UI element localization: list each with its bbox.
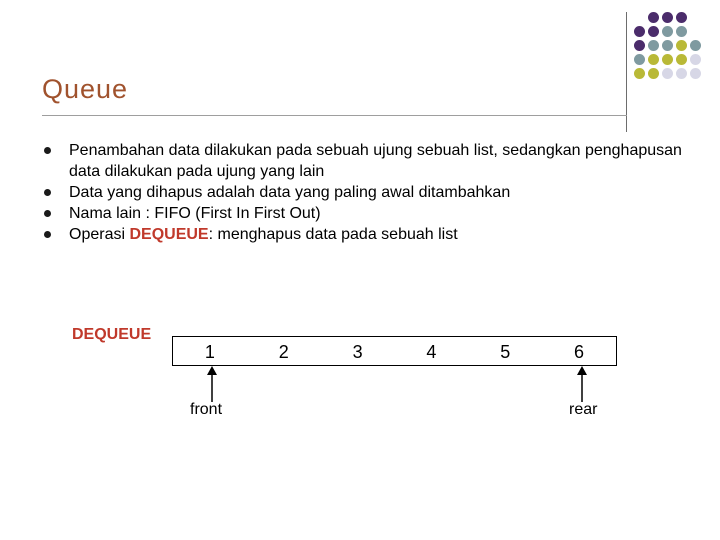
decorative-dot xyxy=(648,68,659,79)
decorative-dot xyxy=(690,68,701,79)
decorative-dot xyxy=(676,40,687,51)
decorative-dot xyxy=(662,68,673,79)
queue-cell: 6 xyxy=(574,342,585,362)
bullet-item: Operasi DEQUEUE: menghapus data pada sebuah list xyxy=(44,224,694,245)
queue-box xyxy=(172,336,617,366)
decorative-dot xyxy=(634,26,645,37)
decorative-dot xyxy=(662,12,673,23)
decorative-dot xyxy=(662,40,673,51)
decorative-dot xyxy=(634,68,645,79)
decorative-dot xyxy=(676,68,687,79)
rear-arrow-icon xyxy=(576,366,588,402)
rear-label: rear xyxy=(569,401,598,418)
slide-title: Queue xyxy=(42,74,129,104)
bullet-item: Nama lain : FIFO (First In First Out) xyxy=(44,203,694,224)
vertical-rule xyxy=(626,12,627,132)
decorative-dot xyxy=(648,40,659,51)
decorative-dot xyxy=(648,12,659,23)
bullet-item: Data yang dihapus adalah data yang paling awal ditambahkan xyxy=(44,182,694,203)
queue-cell: 3 xyxy=(352,342,363,362)
decorative-dot xyxy=(676,54,687,65)
decorative-dot xyxy=(676,12,687,23)
decorative-dot xyxy=(634,54,645,65)
front-label: front xyxy=(190,401,223,418)
decorative-dot xyxy=(690,54,701,65)
decorative-dot xyxy=(648,26,659,37)
decorative-dot-grid xyxy=(0,0,720,140)
queue-cell: 2 xyxy=(278,342,289,362)
front-arrow-icon xyxy=(206,366,218,402)
bullet-list xyxy=(44,140,694,245)
dequeue-label: DEQUEUE xyxy=(72,326,152,343)
decorative-dot xyxy=(662,54,673,65)
decorative-dot xyxy=(634,40,645,51)
decorative-dot xyxy=(662,26,673,37)
decorative-dot xyxy=(648,54,659,65)
decorative-dot xyxy=(690,40,701,51)
bullet-item: Penambahan data dilakukan pada sebuah ujung sebuah list, sedangkan penghapusan data dilakukan pada ujung yang lain xyxy=(44,140,694,182)
dequeue-keyword: DEQUEUE xyxy=(129,226,209,243)
queue-cell: 4 xyxy=(426,342,437,362)
title-divider xyxy=(42,115,627,116)
queue-cell: 1 xyxy=(204,342,215,362)
queue-cell: 5 xyxy=(500,342,511,362)
decorative-dot xyxy=(676,26,687,37)
